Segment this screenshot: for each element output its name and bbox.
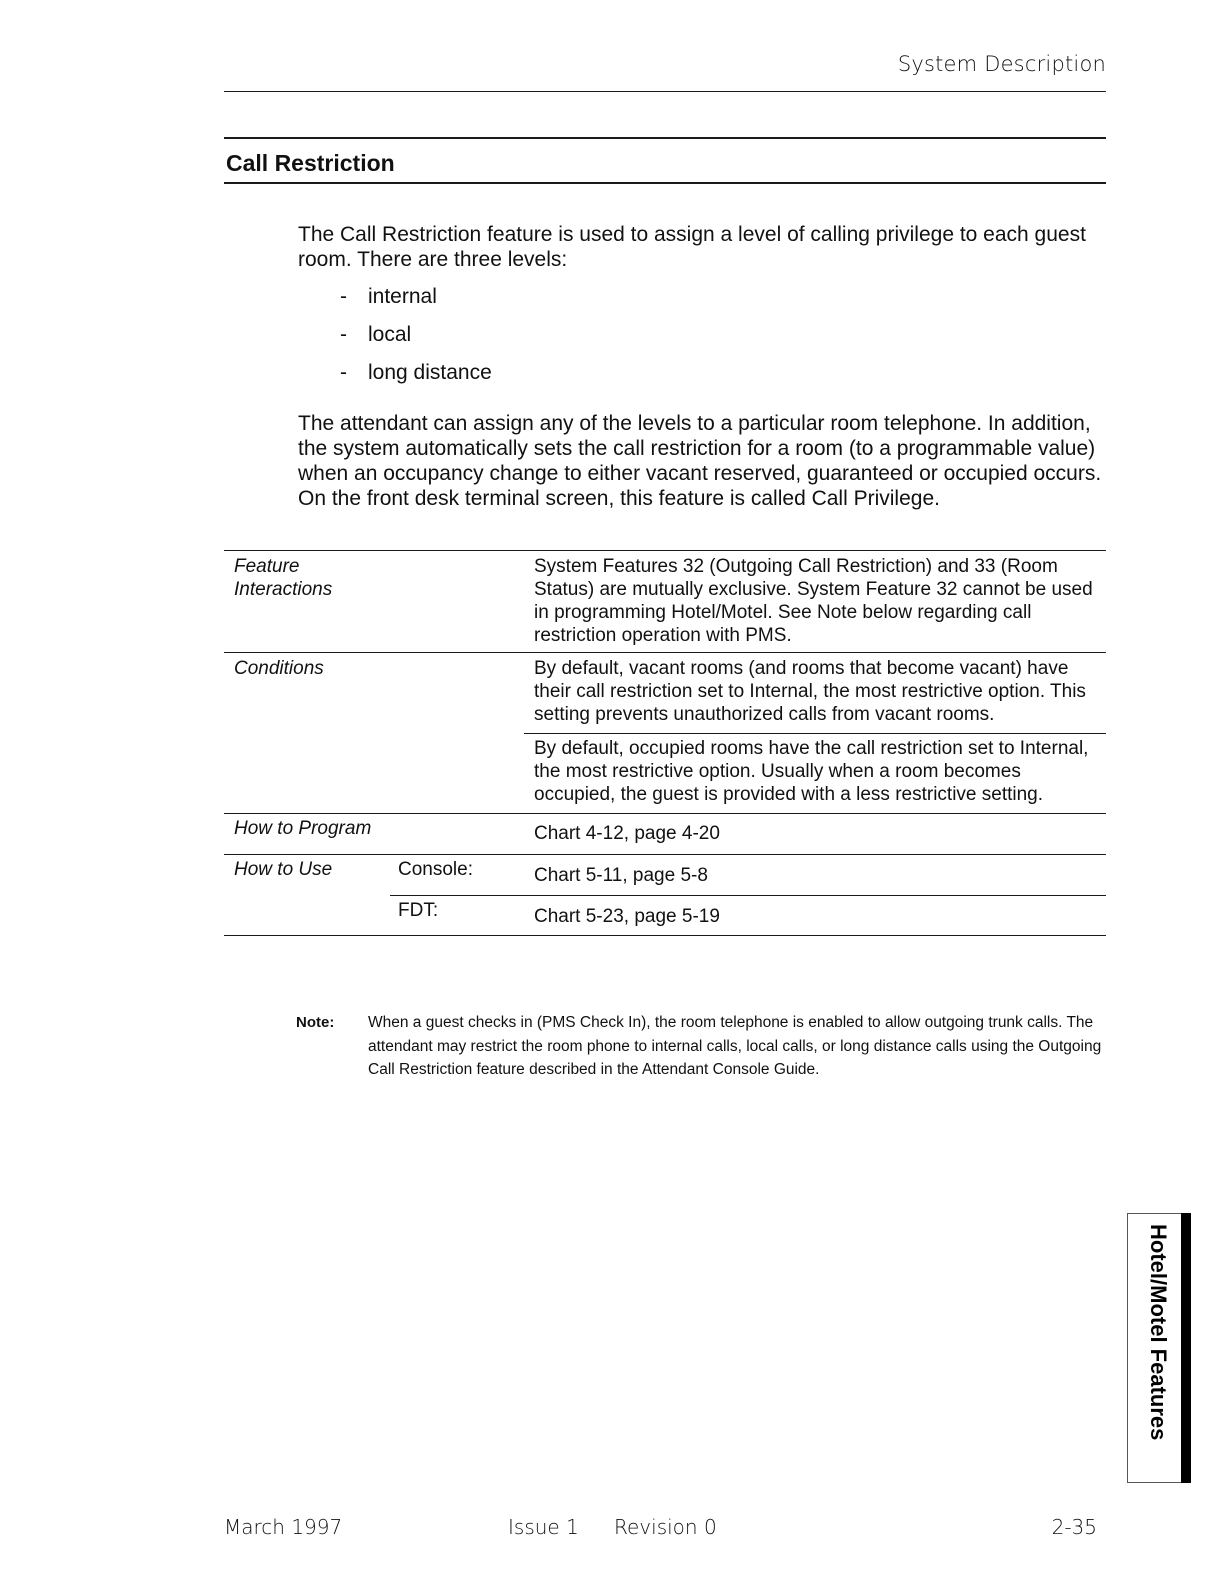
conditions-text-occupied: By default, occupied rooms have the call restriction set to Internal, the most restrictive option. Usually when a room becomes occupied, the guest is provided with a less restrictive setting. [534,738,1089,805]
page-number: 2-35 [1051,1515,1097,1539]
note-label: Note: [296,1014,335,1031]
conditions-divider [524,733,1106,734]
footer-revision: Revision 0 [614,1515,717,1539]
footer-issue: Issue 1 [508,1515,579,1539]
table-bottom-rule [224,935,1106,936]
table-rule [224,652,1106,653]
running-header: System Description [897,52,1106,76]
title-bottom-rule [224,182,1106,184]
header-rule [224,91,1106,92]
how-to-use-divider [390,895,1106,896]
how-to-program-text: Chart 4-12, page 4-20 [534,823,720,844]
list-item: - long distance [340,361,492,384]
side-tab-label: Hotel/Motel Features [1146,1224,1171,1441]
feature-interactions-text: System Features 32 (Outgoing Call Restriction) and 33 (Room Status) are mutually exclusive. System Feature 32 cannot be used in programming Hotel/Motel. See Note below regarding call restriction operation with PMS. [534,556,1093,646]
fdt-text: Chart 5-23, page 5-19 [534,906,720,927]
table-rule [224,550,1106,551]
side-tab-bar [1181,1213,1191,1483]
table-rule [224,813,1106,814]
feature-interactions-label: Feature Interactions [234,556,333,600]
list-item: - internal [340,285,437,308]
section-title: Call Restriction [226,150,395,176]
intro-paragraph: The Call Restriction feature is used to assign a level of calling privilege to each guest room. There are three levels: [298,223,1086,271]
conditions-text-vacant: By default, vacant rooms (and rooms that become vacant) have their call restriction set to Internal, the most restrictive option. This setting prevents unauthorized calls from vacant rooms. [534,658,1086,725]
footer-date: March 1997 [224,1515,343,1539]
description-paragraph: The attendant can assign any of the levels to a particular room telephone. In addition, the system automatically sets the call restriction for a room (to a programmable value) when an occupancy change to either vacant reserved, guaranteed or occupied occurs. On the front desk terminal screen, this feature is called Call Privilege. [298,412,1102,510]
how-to-use-label: How to Use [234,859,333,880]
title-top-rule [224,137,1106,139]
note-text: When a guest checks in (PMS Check In), the room telephone is enabled to allow outgoing trunk calls. The attendant may restrict the room phone to internal calls, local calls, or long distance calls using the Outgoing Call Restriction feature described in the Attendant Console Guide. [368,1014,1102,1078]
console-text: Chart 5-11, page 5-8 [534,865,708,886]
table-rule [224,854,1106,855]
list-item: - local [340,323,412,346]
how-to-program-label: How to Program [234,818,372,839]
console-label: Console: [398,859,473,880]
conditions-label: Conditions [234,658,324,679]
side-tab [1127,1213,1191,1483]
fdt-label: FDT: [398,900,439,921]
